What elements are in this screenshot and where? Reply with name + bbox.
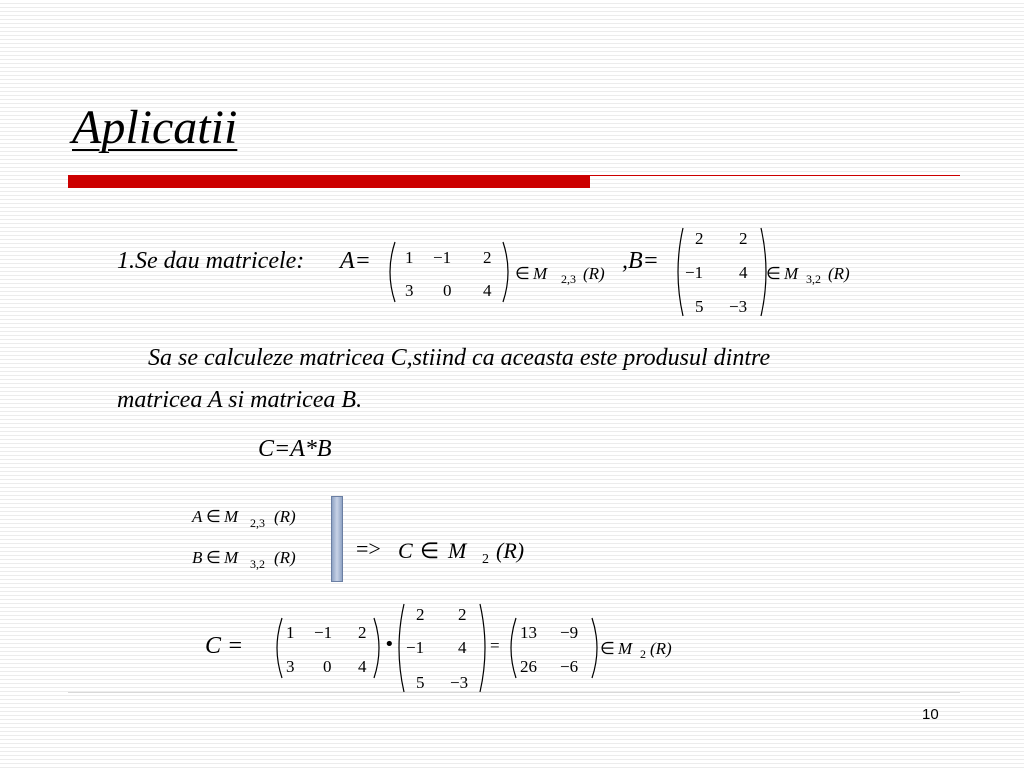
- right-paren: [374, 618, 379, 678]
- set-dim: 2,3: [561, 272, 576, 286]
- right-paren: [503, 242, 508, 302]
- set-r: (R): [274, 507, 296, 526]
- element-of-symbol: ∈: [515, 264, 530, 283]
- matrix-cell: 0: [323, 657, 332, 676]
- matrix-cell: 13: [520, 623, 537, 642]
- set-membership-a: [515, 258, 625, 288]
- equals-sign: =: [490, 636, 500, 655]
- label-b: B: [192, 548, 203, 567]
- set-m: M: [448, 538, 467, 563]
- matrix-cell: 4: [483, 281, 492, 300]
- set-membership-b: [766, 258, 866, 288]
- set-r: (R): [274, 548, 296, 567]
- element-of-symbol: ∈: [766, 264, 781, 283]
- matrix-cell: 26: [520, 657, 537, 676]
- matrix-a-product: [272, 614, 384, 682]
- matrix-cell: 5: [695, 297, 704, 316]
- c-equals: C =: [205, 633, 244, 659]
- matrix-cell: 3: [286, 657, 295, 676]
- set-dim: 2: [640, 647, 646, 661]
- set-r: (R): [650, 639, 672, 658]
- footer-divider: [68, 692, 960, 693]
- set-m: M: [224, 507, 239, 526]
- title-accent-line: [590, 175, 960, 176]
- set-membership-c: [396, 532, 546, 568]
- matrix-cell: −9: [560, 623, 579, 642]
- matrix-cell: 2: [416, 605, 425, 624]
- matrix-cell: −3: [729, 297, 748, 316]
- implies-arrow: =>: [356, 536, 381, 561]
- matrix-cell: 4: [458, 638, 467, 657]
- matrix-cell: 4: [358, 657, 367, 676]
- matrix-cell: 1: [405, 248, 414, 267]
- intro-text: 1.Se dau matricele:: [117, 248, 305, 274]
- page-number: 10: [922, 706, 939, 723]
- set-dim: 3,2: [250, 557, 265, 571]
- set-m: M: [618, 639, 633, 658]
- left-paren: [511, 618, 516, 678]
- matrix-cell: −1: [433, 248, 452, 267]
- matrix-cell: 0: [443, 281, 452, 300]
- task-line-1: Sa se calculeze matricea C,stiind ca aceasta este produsul dintre: [148, 345, 771, 371]
- set-dim: 3,2: [806, 272, 821, 286]
- matrix-cell: 4: [739, 263, 748, 282]
- b-equals: ,B=: [622, 248, 659, 274]
- set-m: M: [533, 264, 548, 283]
- label-c: C: [398, 538, 413, 563]
- matrix-a: [385, 238, 515, 306]
- element-of-symbol: ∈: [600, 639, 615, 658]
- matrix-cell: 3: [405, 281, 414, 300]
- matrix-cell: 2: [483, 248, 492, 267]
- matrix-cell: 2: [458, 605, 467, 624]
- set-dim: 2,3: [250, 516, 265, 530]
- set-m: M: [784, 264, 799, 283]
- left-paren: [678, 228, 683, 316]
- label-a: A: [192, 507, 203, 526]
- dimension-statements: [190, 500, 330, 580]
- matrix-cell: 2: [739, 229, 748, 248]
- grouping-bracket: [331, 496, 343, 582]
- matrix-b: [673, 224, 773, 320]
- left-paren: [390, 242, 395, 302]
- right-paren: [592, 618, 597, 678]
- matrix-c-result: [506, 614, 602, 682]
- matrix-cell: 5: [416, 673, 425, 692]
- right-paren: [480, 604, 485, 692]
- a-equals: A=: [340, 248, 371, 274]
- product-formula: C=A*B: [258, 436, 332, 462]
- task-line-2: matricea A si matricea B.: [117, 387, 363, 413]
- slide-title: Aplicatii: [72, 101, 238, 154]
- left-paren: [277, 618, 282, 678]
- matrix-cell: −6: [560, 657, 579, 676]
- element-of-symbol: ∈: [206, 507, 221, 526]
- element-of-symbol: ∈: [206, 548, 221, 567]
- left-paren: [399, 604, 404, 692]
- matrix-cell: 2: [358, 623, 367, 642]
- set-membership-c-result: [600, 634, 690, 664]
- matrix-cell: 1: [286, 623, 295, 642]
- matrix-cell: 2: [695, 229, 704, 248]
- set-m: M: [224, 548, 239, 567]
- set-dim: 2: [482, 552, 489, 567]
- set-r: (R): [828, 264, 850, 283]
- set-r: (R): [496, 538, 525, 563]
- title-accent-bar: [68, 175, 590, 188]
- set-r: (R): [583, 264, 605, 283]
- matrix-cell: −1: [685, 263, 704, 282]
- matrix-b-product: [394, 600, 490, 696]
- matrix-cell: −1: [314, 623, 333, 642]
- multiplication-dot: •: [384, 634, 395, 655]
- matrix-cell: −1: [406, 638, 425, 657]
- matrix-cell: −3: [450, 673, 469, 692]
- element-of-symbol: ∈: [420, 538, 440, 563]
